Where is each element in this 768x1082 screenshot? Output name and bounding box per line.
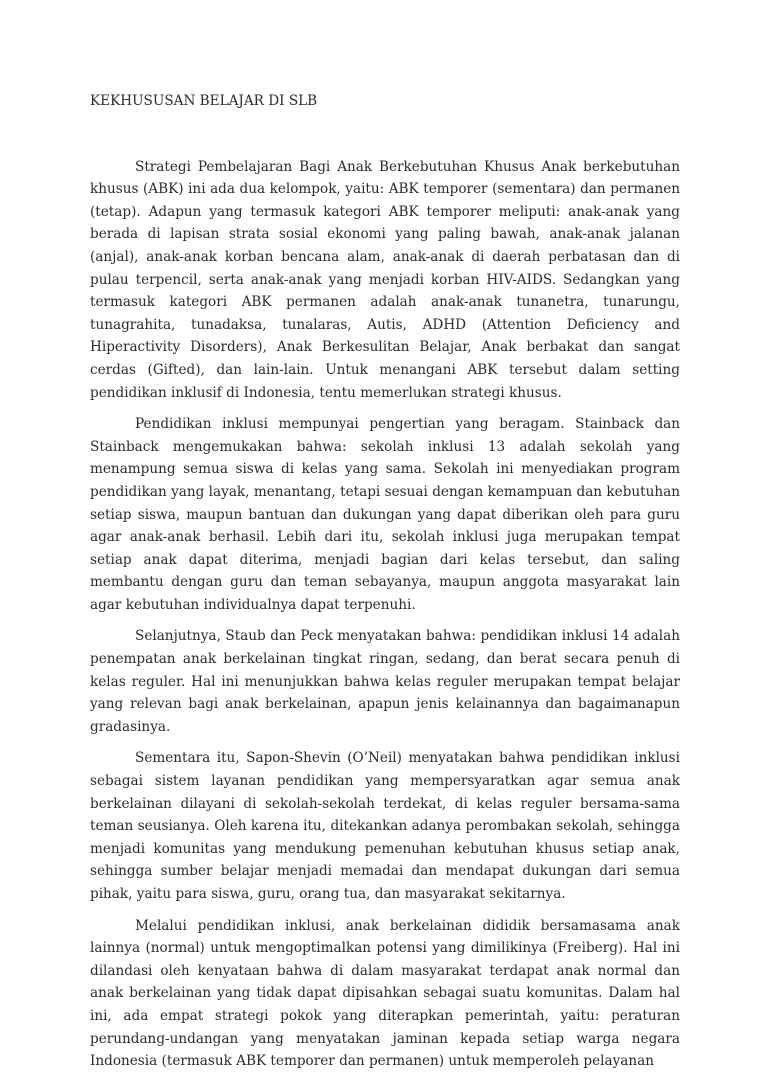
paragraph-inclusion-strategy: Melalui pendidikan inklusi, anak berkelainan dididik bersamasama anak lainnya (normal) untuk mengoptimalkan potensi yang dimilikinya (Freiberg). Hal ini dilandasi oleh kenyataan bahwa di dalam masyarakat terdapat anak normal dan anak berkelainan yang tidak dapat dipisahkan sebagai suatu komunitas. Dalam hal ini, ada empat strategi pokok yang diterapkan pemerintah, yaitu: peraturan perundang-undangan yang menyatakan jaminan kepada setiap warga negara Indonesia (termasuk ABK temporer dan permanen) untuk memperoleh pelayanan xyxy=(90,917,680,1070)
paragraph-sapon-shevin: Sementara itu, Sapon-Shevin (O’Neil) menyatakan bahwa pendidikan inklusi sebagai sistem layanan pendidikan yang mempersyaratkan agar semua anak berkelainan dilayani di sekolah-sekolah terdekat, di kelas reguler bersama-sama teman seusianya. Oleh karena itu, ditekankan adanya perombakan sekolah, sehingga menjadi komunitas yang mendukung pemenuhan kebutuhan khusus setiap anak, sehingga sumber belajar menjadi memadai dan mendapat dukungan dari semua pihak, yaitu para siswa, guru, orang tua, dan masyarakat sekitarnya. xyxy=(90,750,680,902)
paragraph-inclusion-definition: Pendidikan inklusi mempunyai pengertian yang beragam. Stainback dan Stainback mengemukakan bahwa: sekolah inklusi 13 adalah sekolah yang menampung semua siswa di kelas yang sama. Sekolah ini menyediakan program pendidikan yang layak, menantang, tetapi sesuai dengan kemampuan dan kebutuhan setiap siswa, maupun bantuan dan dukungan yang dapat diberikan oleh para guru agar anak-anak berhasil. Lebih dari itu, sekolah inklusi juga merupakan tempat setiap anak dapat diterima, menjadi bagian dari kelas tersebut, dan saling membantu dengan guru dan teman sebayanya, maupun anggota masyarakat lain agar kebutuhan individualnya dapat terpenuhi. xyxy=(90,416,680,613)
paragraph-abk-categories: Strategi Pembelajaran Bagi Anak Berkebutuhan Khusus Anak berkebutuhan khusus (ABK) ini ada dua kelompok, yaitu: ABK temporer (sementara) dan permanen (tetap). Adapun yang termasuk kategori ABK temporer meliputi: anak-anak yang berada di lapisan strata sosial ekonomi yang paling bawah, anak-anak jalanan (anjal), anak-anak korban bencana alam, anak-anak di daerah perbatasan dan di pulau terpencil, serta anak-anak yang menjadi korban HIV-AIDS. Sedangkan yang termasuk kategori ABK permanen adalah anak-anak tunanetra, tunarungu, tunagrahita, tunadaksa, tunalaras, Autis, ADHD (Attention Deficiency and Hiperactivity Disorders), Anak Berkesulitan Belajar, Anak berbakat dan sangat cerdas (Gifted), dan lain-lain. Untuk menangani ABK tersebut dalam setting pendidikan inklusif di Indonesia, tentu memerlukan strategi khusus. xyxy=(90,158,680,401)
paragraph-staub-peck: Selanjutnya, Staub dan Peck menyatakan bahwa: pendidikan inklusi 14 adalah penempatan anak berkelainan tingkat ringan, sedang, dan berat secara penuh di kelas reguler. Hal ini menunjukkan bahwa kelas reguler merupakan tempat belajar yang relevan bagi anak berkelainan, apapun jenis kelainannya dan bagaimanapun gradasinya. xyxy=(90,628,680,735)
document-title: KEKHUSUSAN BELAJAR DI SLB xyxy=(90,93,318,109)
document-page xyxy=(90,90,680,1082)
